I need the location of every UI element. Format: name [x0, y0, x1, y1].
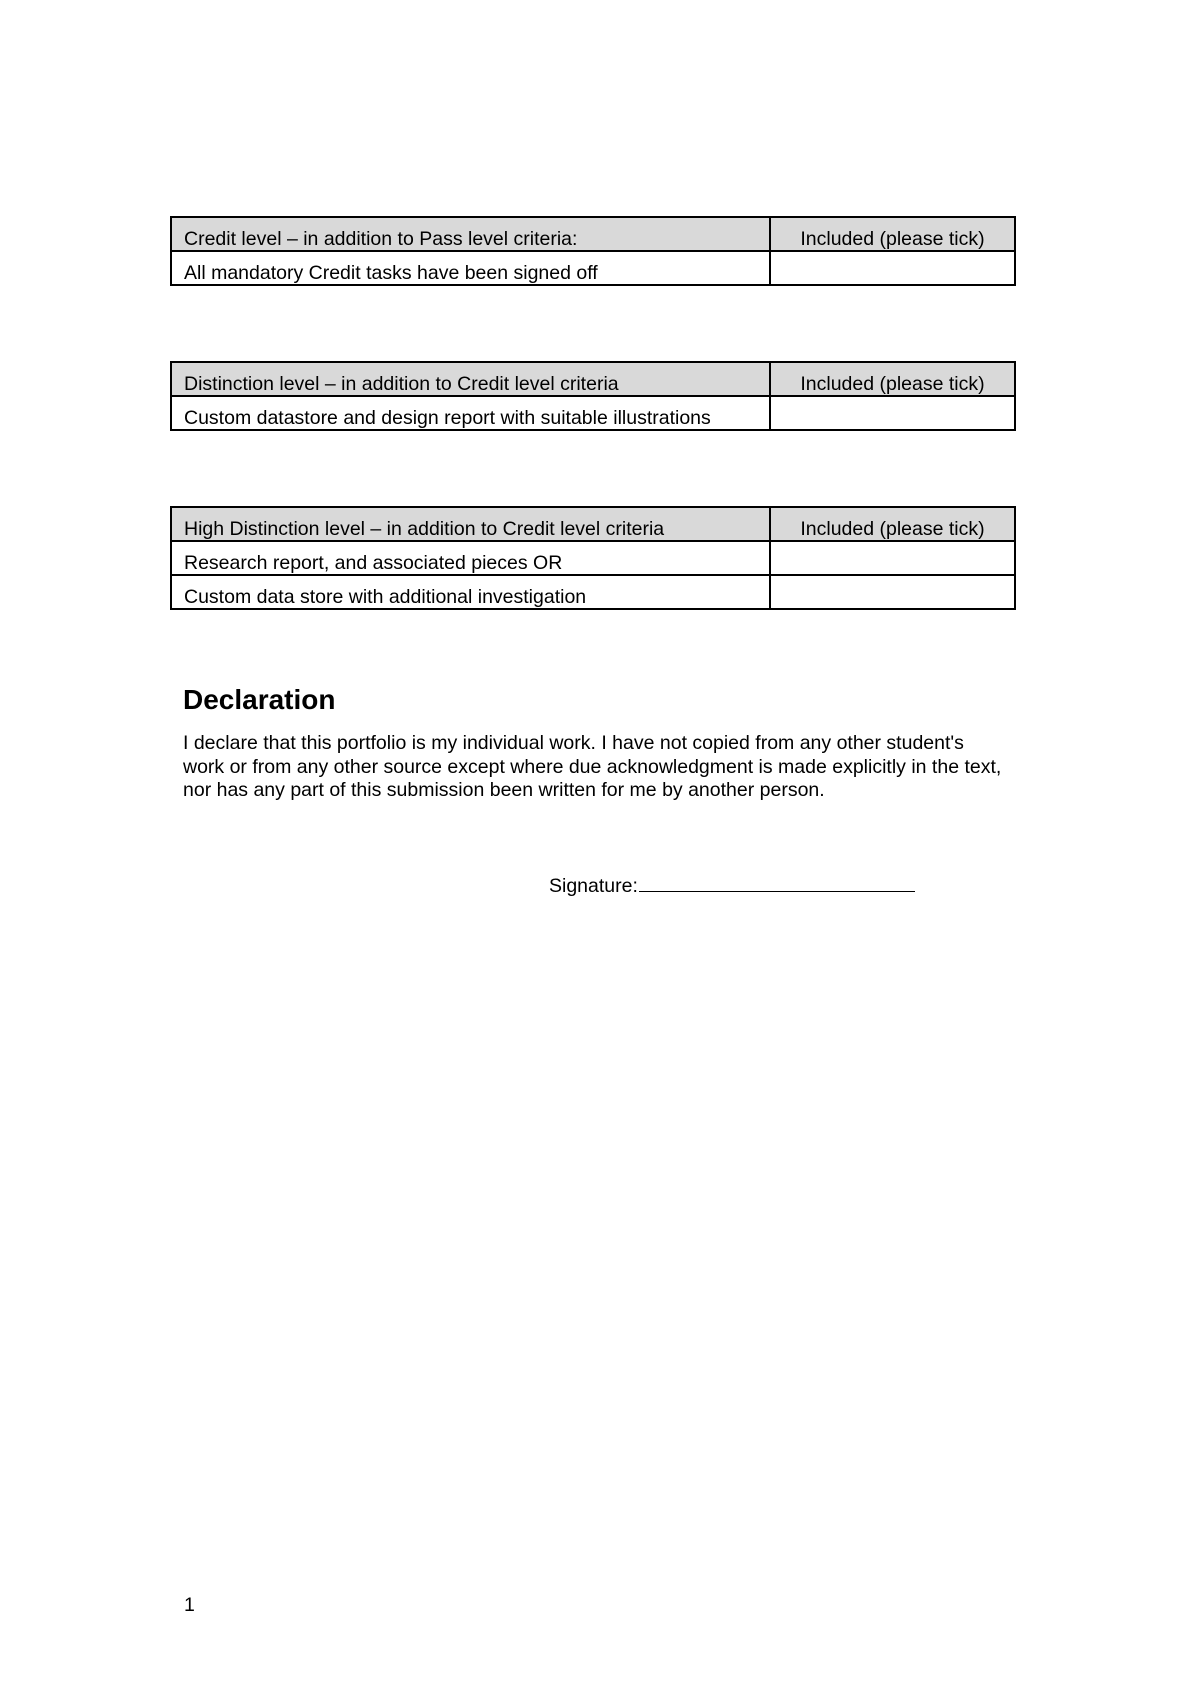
table-header-row — [171, 217, 1015, 251]
distinction-level-header: Distinction level – in addition to Credit level criteria — [171, 362, 770, 396]
included-tick-header: Included (please tick) — [770, 362, 1015, 396]
table-row — [171, 575, 1015, 609]
high-distinction-level-header: High Distinction level – in addition to Credit level criteria — [171, 507, 770, 541]
declaration-heading: Declaration — [183, 684, 336, 715]
table-row — [171, 251, 1015, 285]
signature-label: Signature: — [549, 875, 638, 897]
high-distinction-criteria-table — [170, 506, 1016, 610]
signature-line[interactable] — [639, 872, 915, 892]
criteria-item: All mandatory Credit tasks have been signed off — [171, 251, 770, 285]
declaration-text: I declare that this portfolio is my individual work. I have not copied from any other student's work or from any other source except where due acknowledgment is made explicitly in the text, nor has any part of this submission been written for me by another person. — [183, 732, 1002, 801]
criteria-item: Custom data store with additional investigation — [171, 575, 770, 609]
tick-cell[interactable] — [770, 575, 1015, 609]
table-row — [171, 541, 1015, 575]
table-header-row — [171, 362, 1015, 396]
table-header-row — [171, 507, 1015, 541]
credit-level-header: Credit level – in addition to Pass level criteria: — [171, 217, 770, 251]
tick-cell[interactable] — [770, 396, 1015, 430]
signature-field — [549, 872, 915, 898]
credit-criteria-table — [170, 216, 1016, 286]
distinction-criteria-table — [170, 361, 1016, 431]
criteria-item: Custom datastore and design report with suitable illustrations — [171, 396, 770, 430]
included-tick-header: Included (please tick) — [770, 507, 1015, 541]
included-tick-header: Included (please tick) — [770, 217, 1015, 251]
tick-cell[interactable] — [770, 541, 1015, 575]
table-row — [171, 396, 1015, 430]
criteria-item: Research report, and associated pieces OR — [171, 541, 770, 575]
tick-cell[interactable] — [770, 251, 1015, 285]
page-number: 1 — [184, 1594, 195, 1616]
